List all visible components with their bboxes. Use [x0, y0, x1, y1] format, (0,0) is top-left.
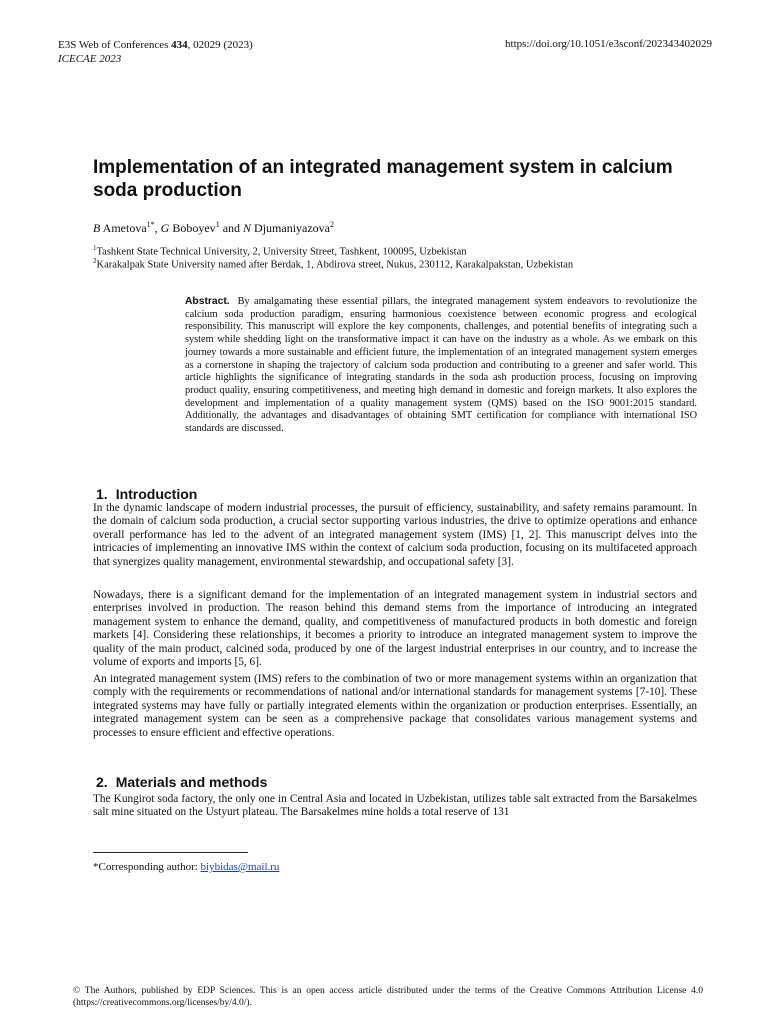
section-number: 2. [96, 774, 108, 790]
affiliation-1 [93, 244, 466, 258]
author-3-affil: 2 [330, 220, 335, 229]
section-heading-materials-methods [96, 774, 267, 790]
author-2-name: Boboyev [169, 221, 216, 235]
abstract-label: Abstract. [185, 296, 230, 307]
journal-volume: 434 [171, 39, 188, 51]
section-title: Materials and methods [115, 774, 268, 790]
author-1-name: Ametova [100, 221, 147, 235]
abstract [185, 296, 697, 436]
author-3-name: Djumaniyazova [251, 221, 331, 235]
affiliation-2-text: Karakalpak State University named after Berdak, 1, Abdirova street, Nukus, 230112, Karakalpakstan, Uzbekistan [96, 259, 574, 271]
affiliation-1-text: Tashkent State Technical University, 2, University Street, Tashkent, 100095, Uzbekistan [96, 246, 467, 258]
journal-name: E3S Web of Conferences [58, 39, 169, 51]
affiliation-2-number: 2 [93, 257, 97, 265]
footnote-label: *Corresponding author: [93, 861, 201, 873]
author-separator: , [154, 221, 161, 235]
section-title: Introduction [115, 486, 198, 502]
author-email-link[interactable]: biybidas@mail.ru [200, 861, 280, 873]
corresponding-author-footnote [93, 861, 279, 873]
abstract-text: By amalgamating these essential pillars, the integrated management system endeavors to revolutionize the calcium soda production paradigm, ensuring harmonious coexistence between economic progress and ecological responsibility. This manuscript will explore the key components, challenges, and potential benefits of integrating such a system while shedding light on the transformative impact it can have on the industry as a whole. As we embark on this journey towards a more sustainable and efficient future, the implementation of an integrated management system emerges as a cornerstone in shaping the trajectory of calcium soda production and contributing to a greener and safer world. This article highlights the significance of integrating standards in the soda ash production process, focusing on improving product quality, ensuring competitiveness, and meeting high demand in domestic and foreign markets. It also explores the development and implementation of a quality management system (QMS) based on the ISO 9001:2015 standard. Additionally, the advantages and disadvantages of obtaining SMT certification for compliance with international ISO standards are discussed. [185, 296, 697, 435]
author-2-initial: G [160, 221, 170, 235]
author-list [93, 220, 334, 236]
author-1-initial: B [93, 221, 101, 235]
doi-link[interactable]: https://doi.org/10.1051/e3sconf/202343402029 [505, 38, 712, 50]
conference-name: ICECAE 2023 [58, 53, 122, 65]
journal-citation [58, 38, 253, 52]
section-heading-introduction [96, 486, 197, 502]
paragraph: In the dynamic landscape of modern industrial processes, the pursuit of efficiency, sustainability, and safety remains paramount. In the domain of calcium soda production, a crucial sector supporting various industries, the drive to optimize operations and enhance overall performance has led to the advent of an integrated management system (IMS) [1, 2]. This manuscript delves into the intricacies of implementing an innovative IMS within the context of calcium soda production, focusing on its multifaceted approach that synergizes quality management, environmental stewardship, and occupational safety [3]. [93, 502, 697, 568]
section-number: 1. [96, 486, 108, 502]
article-number: , 02029 (2023) [187, 39, 253, 51]
paper-title: Implementation of an integrated management system in calcium soda production [93, 157, 673, 201]
author-separator: and [219, 221, 244, 235]
running-header-left [58, 38, 253, 66]
affiliation-1-number: 1 [93, 244, 97, 252]
author-2-affil: 1 [215, 220, 220, 229]
affiliation-2 [93, 257, 573, 271]
paragraph: An integrated management system (IMS) refers to the combination of two or more management systems within an organization that comply with the requirements or recommendations of national and/or international standards for management systems [7-10]. These integrated systems may have fully or partially integrated elements within the organization or production enterprises. Essentially, an integrated management system can be seen as a comprehensive package that consolidates various management systems and processes to ensure efficient and effective operations. [93, 673, 697, 739]
author-1-affil: 1* [146, 220, 155, 229]
paragraph: Nowadays, there is a significant demand for the implementation of an integrated management system in industrial sectors and enterprises involved in production. The reason behind this demand stems from the importance of introducing an integrated management system to enhance the demand, quality, and competitiveness of manufactured products in both domestic and foreign markets [4]. Considering these relationships, it becomes a priority to introduce an integrated management system to improve the quality of the main product, calcined soda, produced by one of the largest industrial enterprises in our country, and to increase the volume of exports and imports [5, 6]. [93, 589, 697, 669]
author-3-initial: N [243, 221, 252, 235]
license-notice: © The Authors, published by EDP Sciences. This is an open access article distributed under the terms of the Creative Commons Attribution License 4.0 (https://creativecommons.org/licenses/by/4.0/). [73, 986, 703, 1008]
paragraph: The Kungirot soda factory, the only one in Central Asia and located in Uzbekistan, utilizes table salt extracted from the Barsakelmes salt mine situated on the Ustyurt plateau. The Barsakelmes mine holds a total reserve of 131 [93, 793, 697, 819]
footnote-divider [93, 852, 248, 853]
